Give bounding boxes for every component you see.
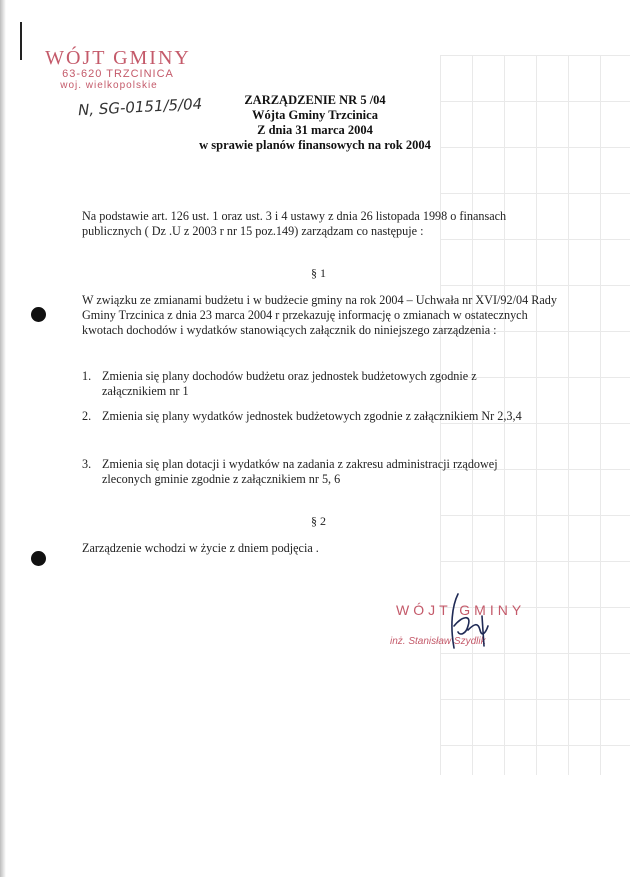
- list-item-number: 2.: [82, 409, 92, 423]
- stamp-line-1: WÓJT GMINY: [45, 47, 191, 69]
- signature-stamp-title: WÓJT GMINY: [396, 602, 526, 618]
- list-item-text: Zmienia się plany dochodów budżetu oraz jednostek budżetowych zgodnie z załącznikiem nr 1: [102, 369, 477, 398]
- section-2-heading: § 2: [311, 514, 326, 528]
- list-item-text: Zmienia się plan dotacji i wydatków na zadania z zakresu administracji rządowej zleconych gminie zgodnie z załącznikiem nr 5, 6: [102, 457, 498, 486]
- punch-hole-top: [31, 307, 46, 322]
- list-item-text: Zmienia się plany wydatków jednostek budżetowych zgodnie z załącznikiem Nr 2,3,4: [102, 409, 522, 423]
- stamp-line-2: 63-620 TRZCINICA: [62, 68, 174, 80]
- title-line-3: Z dnia 31 marca 2004: [257, 123, 373, 137]
- handwritten-signature: [438, 586, 498, 656]
- title-line-4: w sprawie planów finansowych na rok 2004: [199, 138, 431, 152]
- title-line-1: ZARZĄDZENIE NR 5 /04: [244, 93, 386, 107]
- title-block: [150, 93, 480, 153]
- signature-stamp-name: inż. Stanisław Szydlik: [390, 636, 486, 647]
- title-line-2: Wójta Gminy Trzcinica: [252, 108, 378, 122]
- list-item-number: 3.: [82, 457, 92, 471]
- intro-paragraph: W związku ze zmianami budżetu i w budżecie gminy na rok 2004 – Uchwała nr XVI/92/04 Rady Gminy Trzcinica z dnia 23 marca 2004 r przekazuję informację o zmianach w ostatecznych kwotach dochodów i wydatków stanowiących załącznik do niniejszego zarządzenia :: [82, 293, 557, 337]
- edge-mark: [20, 22, 22, 60]
- list-item-number: 1.: [82, 369, 92, 383]
- office-stamp: [38, 48, 198, 91]
- handwritten-reference: N, SG-0151/5/04: [77, 94, 203, 120]
- stamp-line-3: woj. wielkopolskie: [60, 79, 158, 91]
- effective-date-paragraph: Zarządzenie wchodzi w życie z dniem podjęcia .: [82, 541, 319, 555]
- section-1-heading: § 1: [311, 266, 326, 280]
- punch-hole-bottom: [31, 551, 46, 566]
- scan-edge-shadow: [0, 0, 6, 877]
- legal-basis-paragraph: Na podstawie art. 126 ust. 1 oraz ust. 3 i 4 ustawy z dnia 26 listopada 1998 o finansach publicznych ( Dz .U z 2003 r nr 15 poz.149) zarządzam co następuje :: [82, 209, 507, 238]
